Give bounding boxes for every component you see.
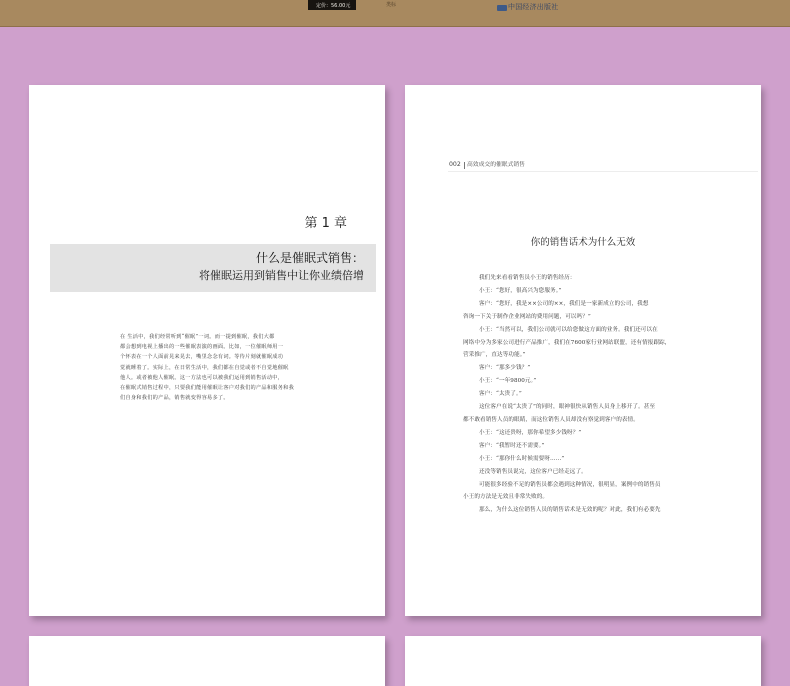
left-book-page (29, 85, 385, 616)
right-book-page (405, 85, 761, 616)
right-bottom-page (405, 636, 761, 686)
chapter-title-box (50, 244, 376, 292)
intro-line: 们自身和我们的产品，销售就变得容易多了。 (120, 395, 229, 402)
body-line: 那么，为什么这位销售人员的销售话术是无效的呢？对此，我们有必要先 (479, 507, 661, 514)
body-line: 客户：“我暂时还不需要。” (479, 442, 545, 449)
header-separator (464, 162, 465, 169)
intro-line: 都会想到电视上播出的一些催眠表演的画面。比如，一位催眠师用一 (120, 344, 284, 351)
left-bottom-page (29, 636, 385, 686)
body-line: 还没等销售员说完，这位客户已经走远了。 (479, 468, 587, 475)
body-line: 小王：“一年9800元。” (479, 378, 537, 385)
intro-line: 他人。或者被他人催眠。这一方法也可以被我们运用到销售活动中， (120, 374, 284, 381)
chapter-number: 第 1 章 (304, 216, 347, 231)
body-line: 可能很多经验不足的销售员都会遇到这种情况，很明显，案例中的销售员 (479, 481, 661, 488)
right-page-body (463, 272, 709, 517)
body-line: 客户：“太贵了。” (479, 391, 522, 398)
body-line: 都不敢看销售人员的眼睛，而这位销售人员却没有察觉到客户的表情。 (463, 416, 639, 423)
body-line: 小王：“当然可以，我们公司就可以给您做这方面的业务。我们还可以在 (479, 326, 658, 333)
body-line: 小王：“这还贵呀，那你希望多少钱呀？” (479, 429, 582, 436)
body-line: 我们先来看看销售员小王的销售经历： (479, 275, 576, 281)
intro-line: 觉就睡着了。实际上，在日常生活中，我们都在自觉或者不自觉地催眠 (120, 364, 289, 371)
chapter-intro-text (120, 332, 346, 403)
intro-line: 个怀表在一个人面前晃来晃去，嘴里念念有词。等待片刻就催眠成功 (120, 354, 284, 361)
body-line: 网络中分为多家公司进行产品推广，我们在7600家行业网站联盟，还有情报跟踪， (463, 339, 671, 346)
body-line: 小王：“那你什么时候需要呀……” (479, 455, 565, 462)
page-number: 002 (449, 161, 461, 168)
book-header-title: 高效成交的催眠式销售 (467, 162, 525, 168)
body-line: 小王的方法是无效且非常失败的。 (463, 494, 549, 501)
publisher-logo-icon (497, 5, 507, 11)
section-heading: 你的销售话术为什么无效 (530, 237, 636, 248)
intro-line: 在催眠式销售过程中，只要我们能用催眠让客户对我们的产品和服务和我 (120, 385, 295, 392)
publisher-name: 中国经济出版社 (508, 3, 559, 11)
body-line: 营采推广，直达等功能。” (463, 352, 526, 359)
body-line: 这位客户在说“太贵了”的同时，眼神很快从销售人员身上移开了。甚至 (479, 404, 656, 411)
body-line: 客户：“那多少钱？” (479, 365, 531, 372)
chapter-title-line-1: 什么是催眠式销售： (255, 251, 364, 265)
chapter-title-line-2: 将催眠运用到销售中让你业绩倍增 (199, 269, 364, 282)
price-label: 定价：56.00元 (316, 3, 351, 9)
category-label: 类标 (386, 2, 397, 8)
header-rule (448, 171, 758, 172)
body-line: 客户：“您好，我是××公司的××，我们是一家新成立的公司，我想 (479, 300, 649, 307)
top-cover-strip (0, 0, 790, 27)
body-line: 咨询一下关于制作企业网站的费用问题，可以吗？” (463, 313, 591, 320)
body-line: 小王：“您好，很高兴为您服务。” (479, 287, 562, 294)
intro-line: 在 生活中，我们经常听到“催眠”一词。而一提到催眠，我们大都 (120, 334, 275, 340)
